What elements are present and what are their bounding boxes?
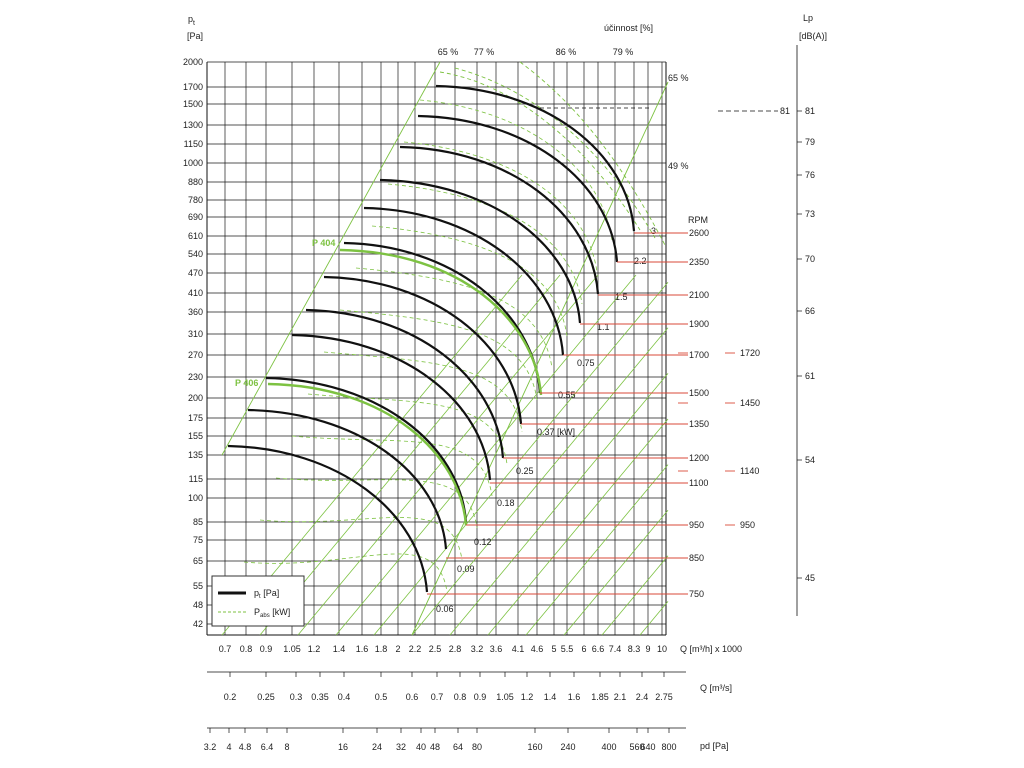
rpm-label: 1900 [689,319,710,329]
q-s-tick-label: 0.2 [223,692,237,702]
q-tick-label: 7.4 [608,644,622,654]
rpm-label: 1350 [689,419,710,429]
power-curve [324,352,522,432]
pd-tick-label: 64 [452,742,464,752]
q-s-tick-label: 0.8 [453,692,467,702]
power-label: 0.18 [497,498,515,508]
pd-tick-label: 800 [661,742,677,752]
series-label: P 406 [235,378,259,388]
rpm-label: 1700 [689,350,710,360]
y-tick-label: 780 [187,195,203,205]
power-label: 1.1 [597,322,610,332]
y-tick-label: 1150 [183,139,203,149]
pd-tick-label: 16 [337,742,349,752]
y-tick-label: 310 [187,329,203,339]
pd-tick-label: 4.8 [238,742,252,752]
rpm-extra-label: 1140 [740,466,760,476]
power-label: 0.25 [516,466,534,476]
rpm-label: 950 [689,520,705,530]
system-line [602,556,668,635]
q-s-axis-label: Q [m³/s] [700,683,732,693]
q-s-tick-label: 0.35 [311,692,329,702]
y-tick-label: 610 [187,231,203,241]
y-tick-label: 115 [188,474,203,484]
lp-marker-label: 81 [780,106,791,116]
rpm-label: 850 [689,553,705,563]
power-label: 0.55 [558,390,576,400]
q-s-tick-label: 0.3 [289,692,303,702]
system-line [488,419,668,635]
y-tick-label: 230 [187,372,203,382]
power-label: 0.37 [kW] [537,427,576,437]
q-s-tick-label: 0.7 [430,692,444,702]
pressure-curve [266,378,466,522]
efficiency-top-label: 77 % [473,47,495,57]
pressure-curves [228,86,634,592]
power-label: 0.09 [457,564,475,574]
q-s-tick-label: 2.75 [655,692,673,702]
system-line [640,601,668,635]
rpm-title: RPM [688,215,708,225]
system-line [526,465,668,635]
q-tick-label: 1.8 [374,644,388,654]
y-tick-label: 410 [187,288,203,298]
rpm-label: 1500 [689,388,710,398]
system-line [564,510,668,635]
rpm-label: 2350 [689,257,710,267]
q-tick-label: 10 [656,644,668,654]
q-tick-label: 5 [551,644,557,654]
y-tick-label: 2000 [182,57,203,67]
q-tick-label: 6 [581,644,587,654]
q-tick-label: 5.5 [560,644,574,654]
efficiency-title: účinnost [%] [604,23,654,33]
pd-tick-label: 8 [284,742,290,752]
power-label: 1.5 [615,292,628,302]
q-s-tick-label: 0.9 [473,692,487,702]
y-axis-label-pt: $p_t$ [188,14,195,27]
y-tick-label: 880 [187,177,203,187]
pd-tick-label: 640 [640,742,656,752]
q-tick-label: 0.8 [239,644,253,654]
rpm-label: 1100 [689,478,709,488]
pressure-curve [324,277,521,424]
lp-tick-label: 79 [805,137,816,147]
efficiency-side-label: 49 % [668,161,689,171]
q-s-tick-label: 2.4 [635,692,649,702]
power-label: 0.12 [474,537,492,547]
q-s-tick-label: 1.85 [591,692,609,702]
series-label: P 404 [312,238,336,248]
q-s-tick-label: 0.4 [337,692,351,702]
lp-axis-label: Lp [803,13,814,23]
rpm-label: 2600 [689,228,710,238]
y-tick-label: 65 [192,556,203,566]
efficiency-curve [455,68,655,238]
system-line [412,328,668,635]
y-tick-label: 1300 [182,120,203,130]
rpm-label: 750 [689,589,705,599]
pd-tick-label: 160 [527,742,543,752]
rpm-extra-label: 950 [740,520,756,530]
y-tick-label: 85 [192,517,203,527]
lp-axis-unit: [dB(A)] [799,31,828,41]
q-s-tick-label: 2.1 [613,692,627,702]
y-axis-unit-pt: [Pa] [187,31,204,41]
q-tick-label: 2.8 [448,644,462,654]
pd-tick-label: 48 [429,742,441,752]
power-label: 0.75 [577,358,595,368]
pd-tick-label: 400 [601,742,617,752]
q-tick-label: 0.9 [259,644,273,654]
efficiency-top-label: 79 % [612,47,634,57]
q-tick-label: 2.5 [428,644,442,654]
y-tick-label: 175 [187,413,203,423]
y-tick-label: 42 [192,619,203,629]
power-curve [276,478,477,528]
efficiency-side-label: 65 % [668,73,689,83]
pressure-curve [228,446,427,592]
power-curve [404,142,597,272]
q-tick-label: 1.6 [355,644,369,654]
lp-tick-label: 70 [805,254,816,264]
rpm-label: 1200 [689,453,710,463]
y-tick-label: 135 [187,450,203,460]
lp-tick-label: 54 [805,455,816,465]
q-tick-label: 1.05 [283,644,301,654]
rpm-extra-label: 1720 [740,348,761,358]
y-tick-label: 48 [192,600,203,610]
power-label: 3 [651,226,657,236]
pd-tick-label: 6.4 [260,742,274,752]
q-tick-label: 0.7 [218,644,232,654]
q-s-tick-label: 0.5 [374,692,388,702]
y-tick-label: 270 [187,350,203,360]
q-tick-label: 6.6 [591,644,605,654]
q-tick-label: 4.1 [511,644,525,654]
q-tick-label: 1.4 [332,644,346,654]
pd-tick-label: 32 [395,742,407,752]
q-s-tick-label: 0.25 [257,692,275,702]
q-s-tick-label: 1.2 [520,692,534,702]
y-tick-label: 540 [187,249,203,259]
y-tick-label: 100 [187,493,203,503]
legend-pt: $p_t$ [Pa] [254,588,280,600]
q-s-tick-label: 1.05 [496,692,514,702]
pd-tick-label: 80 [471,742,483,752]
pressure-curve [292,335,490,480]
legend [212,576,304,626]
y-tick-label: 1700 [182,82,203,92]
pd-tick-label: 240 [560,742,576,752]
power-curve [292,436,492,496]
y-tick-label: 1500 [182,99,203,109]
band-edge [412,82,668,635]
q-tick-label: 1.2 [307,644,321,654]
pd-tick-label: 4 [226,742,232,752]
y-tick-label: 75 [192,535,203,545]
lp-tick-label: 61 [805,371,816,381]
pd-tick-label: 24 [371,742,383,752]
q-tick-label: 2.2 [408,644,422,654]
rpm-label: 2100 [689,290,710,300]
q-s-tick-label: 0.6 [405,692,419,702]
lp-tick-label: 45 [805,573,816,583]
pd-tick-label: 560 [629,742,645,752]
lp-tick-label: 76 [805,170,816,180]
q-tick-label: 3.6 [489,644,503,654]
lp-tick-label: 66 [805,306,816,316]
y-tick-label: 155 [187,431,203,441]
lp-tick-label: 81 [805,106,816,116]
pd-axis-label: pd [Pa] [700,741,729,751]
y-tick-label: 470 [187,268,203,278]
y-tick-label: 55 [192,581,203,591]
legend-pabs: $P_{abs}$ [kW] [254,607,291,619]
q-tick-label: 9 [645,644,651,654]
y-tick-label: 360 [187,307,203,317]
q-s-tick-label: 1.6 [567,692,581,702]
efficiency-top-label: 65 % [437,47,459,57]
y-tick-label: 200 [187,393,203,403]
rpm-extra-label: 1450 [740,398,761,408]
efficiency-top-label: 86 % [555,47,577,57]
power-label: 0.06 [436,604,454,614]
q-axis-label: Q [m³/h] x 1000 [680,644,743,654]
power-label: 2.2 [634,256,647,266]
lp-tick-label: 73 [805,209,816,219]
y-tick-label: 690 [187,212,203,222]
y-tick-label: 1000 [182,158,203,168]
pd-tick-label: 3.2 [203,742,217,752]
q-tick-label: 2 [395,644,401,654]
q-tick-label: 3.2 [470,644,484,654]
q-tick-label: 4.6 [530,644,544,654]
q-tick-label: 8.3 [627,644,641,654]
q-s-tick-label: 1.4 [543,692,557,702]
pd-tick-label: 40 [415,742,427,752]
